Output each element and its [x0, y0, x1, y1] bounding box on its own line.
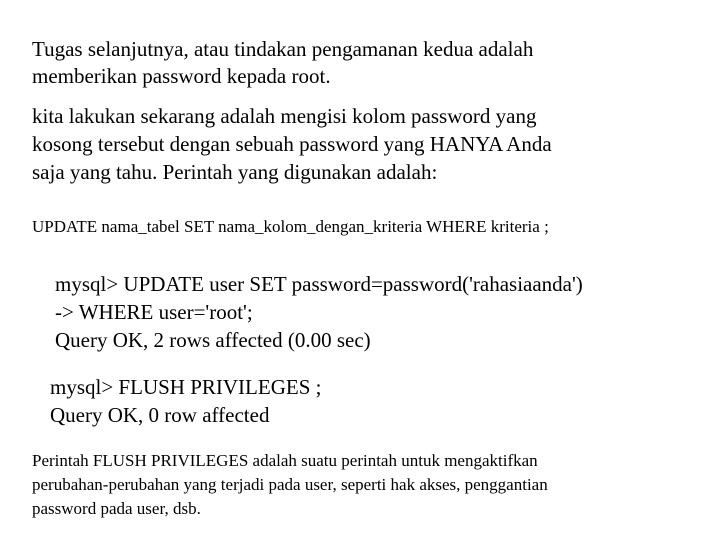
closing-line-3: password pada user, dsb. — [32, 499, 201, 518]
intro-paragraph — [32, 36, 533, 90]
syntax-text: UPDATE nama_tabel SET nama_kolom_dengan_kriteria WHERE kriteria ; — [32, 217, 549, 236]
syntax-line — [32, 215, 549, 239]
explanation-line-1: kita lakukan sekarang adalah mengisi kolom password yang — [32, 104, 537, 128]
update-command-line-2: -> WHERE user='root'; — [55, 300, 253, 324]
closing-line-1: Perintah FLUSH PRIVILEGES adalah suatu perintah untuk mengaktifkan — [32, 451, 538, 470]
explanation-paragraph — [32, 102, 552, 186]
flush-command-block — [50, 373, 321, 429]
intro-line-1: Tugas selanjutnya, atau tindakan pengamanan kedua adalah — [32, 37, 534, 61]
intro-line-2: memberikan password kepada root. — [32, 64, 331, 88]
explanation-line-2: kosong tersebut dengan sebuah password yang HANYA Anda — [32, 132, 552, 156]
flush-command-result: Query OK, 0 row affected — [50, 403, 270, 427]
closing-line-2: perubahan-perubahan yang terjadi pada user, seperti hak akses, penggantian — [32, 475, 548, 494]
explanation-line-3: saja yang tahu. Perintah yang digunakan adalah: — [32, 160, 438, 184]
update-command-line-1: mysql> UPDATE user SET password=password('rahasiaanda') — [55, 272, 583, 296]
flush-command-line: mysql> FLUSH PRIVILEGES ; — [50, 375, 322, 399]
update-command-result: Query OK, 2 rows affected (0.00 sec) — [55, 328, 371, 352]
closing-paragraph — [32, 449, 548, 521]
update-command-block — [55, 270, 583, 354]
